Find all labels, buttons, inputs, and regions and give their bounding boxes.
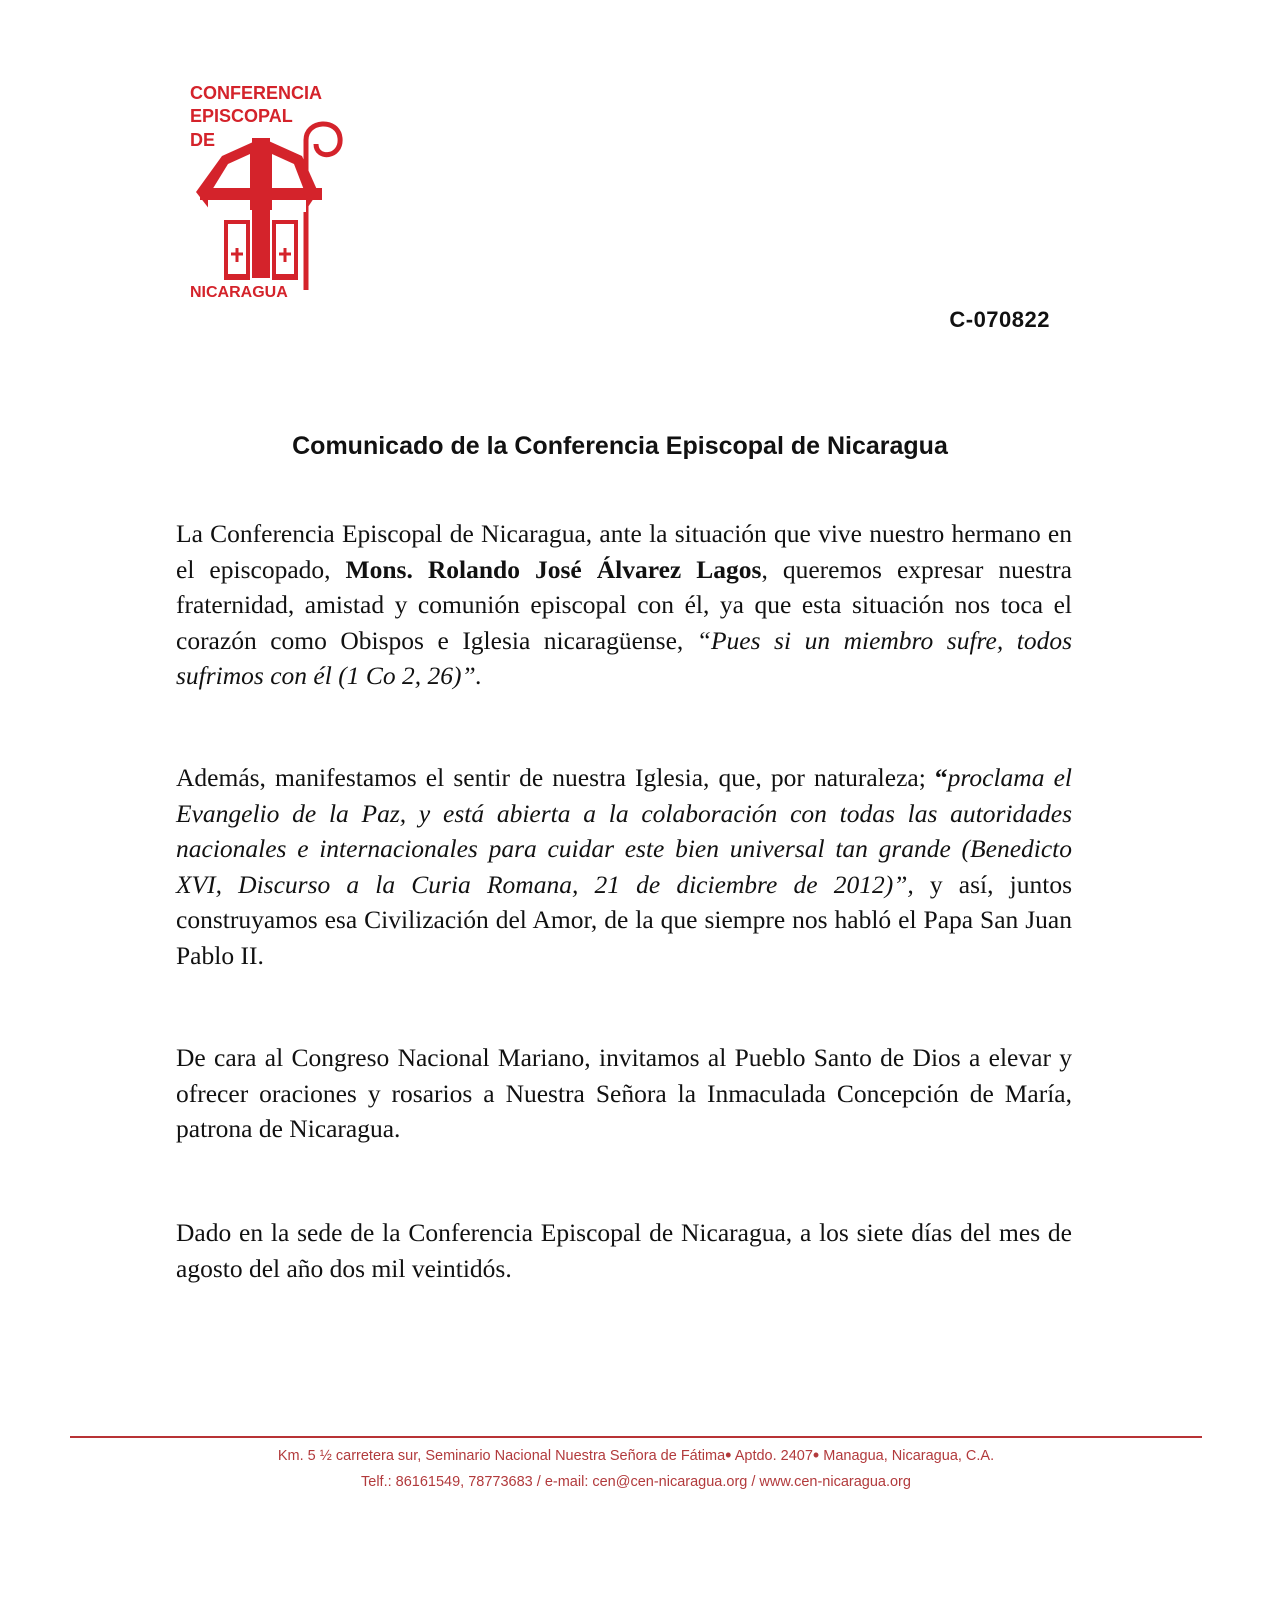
paragraph-1-bold-name: Mons. Rolando José Álvarez Lagos xyxy=(345,554,762,584)
footer-aptdo: Aptdo. 2407 xyxy=(734,1448,813,1464)
footer-contact-line: Telf.: 86161549, 78773683 / e-mail: cen@cen-nicaragua.org / www.cen-nicaragua.org xyxy=(361,1474,911,1490)
logo-text-nicaragua: NICARAGUA xyxy=(190,284,288,301)
paragraph-2-text-a: Además, manifestamos el sentir de nuestra Iglesia, que, por naturaleza; xyxy=(176,763,935,792)
footer-city: Managua, Nicaragua, C.A. xyxy=(823,1448,995,1464)
footer-separator: • xyxy=(812,1445,820,1465)
paragraph-3: De cara al Congreso Nacional Mariano, invitamos al Pueblo Santo de Dios a elevar y ofrecer oraciones y rosarios a Nuestra Señora la Inmaculada Concepción de María, patrona de Nicaragua. xyxy=(176,1043,1072,1143)
logo-text-de: DE xyxy=(190,130,216,150)
footer-address-line xyxy=(70,1445,1202,1465)
paragraph-2-quote: proclama el Evangelio de la Paz, y está abierta a la colaboración con todas las autoridades nacionales e internacionales para cuidar este bien universal tan grande (Benedicto XVI, Discurso a la Curia Romana, 21 de diciembre de 2012)”, xyxy=(176,763,1072,899)
paragraph-2-text-d: y así, juntos construyamos esa Civilización del Amor, de la que siempre nos habló el Papa San Juan Pablo II. xyxy=(176,869,1073,970)
logo-text-episcopal: EPISCOPAL xyxy=(190,106,293,126)
paragraph-4: Dado en la sede de la Conferencia Episcopal de Nicaragua, a los siete días del mes de agosto del año dos mil veintidós. xyxy=(176,1218,1072,1283)
document-code: C-070822 xyxy=(949,307,1050,332)
paragraph-1 xyxy=(176,516,1072,694)
footer-divider xyxy=(70,1436,1202,1438)
footer-address: Km. 5 ½ carretera sur, Seminario Nacional Nuestra Señora de Fátima xyxy=(277,1448,726,1464)
footer-separator: • xyxy=(725,1445,732,1465)
paragraph-1-quote: “Pues si un miembro sufre, todos sufrimos con él (1 Co 2, 26)”. xyxy=(176,625,1073,690)
paragraph-1-text-c: , queremos expresar nuestra fraternidad, amistad y comunión episcopal con él, ya que esta situación nos toca el corazón como Obispos e Iglesia nicaragüense, xyxy=(176,554,1072,655)
logo-text-conferencia: CONFERENCIA xyxy=(190,83,323,103)
page-title: Comunicado de la Conferencia Episcopal de Nicaragua xyxy=(292,432,948,460)
crozier-icon xyxy=(306,124,340,290)
paragraph-2-open-quote: “ xyxy=(934,763,948,792)
paragraph-1-text-a: La Conferencia Episcopal de Nicaragua, ante la situación que vive nuestro hermano en el episcopado, xyxy=(176,519,1072,584)
paragraph-2 xyxy=(176,760,1072,973)
conferencia-episcopal-logo xyxy=(188,80,348,302)
